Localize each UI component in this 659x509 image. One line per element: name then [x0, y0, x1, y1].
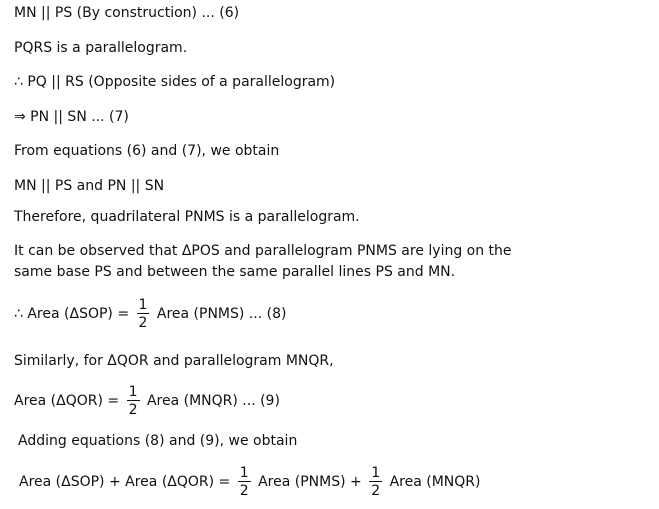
- fraction-half: [137, 298, 150, 330]
- frac-bar: [137, 313, 150, 314]
- eq9-rhs: Area (MNQR) ... (9): [146, 393, 280, 409]
- eq-sum-lhs: Area (ΔSOP) + Area (ΔQOR) =: [19, 474, 231, 490]
- line-pq-parallel-rs: ∴ PQ || RS (Opposite sides of a parallelogram): [14, 74, 336, 90]
- frac-numerator: 1: [371, 465, 381, 481]
- fraction-half: [369, 466, 382, 498]
- line-pqrs-parallelogram: PQRS is a parallelogram.: [14, 40, 188, 56]
- frac-numerator: 1: [128, 384, 138, 400]
- eq8-lhs: ∴ Area (ΔSOP) =: [14, 306, 130, 322]
- line-adding-equations: Adding equations (8) and (9), we obtain: [18, 433, 298, 449]
- equation-sum: [19, 466, 480, 498]
- equation-9: [14, 385, 280, 417]
- line-pn-parallel-sn: ⇒ PN || SN ... (7): [14, 109, 129, 125]
- frac-bar: [127, 400, 140, 401]
- line-mn-ps-pn-sn: MN || PS and PN || SN: [14, 178, 165, 194]
- line-therefore-pnms: Therefore, quadrilateral PNMS is a parallelogram.: [14, 209, 360, 225]
- frac-bar: [369, 481, 382, 482]
- frac-denominator: 2: [138, 315, 148, 331]
- eq-sum-mid: Area (PNMS) +: [258, 474, 362, 490]
- eq8-rhs: Area (PNMS) ... (8): [156, 306, 287, 322]
- line-similarly: Similarly, for ΔQOR and parallelogram MNQR,: [14, 353, 334, 369]
- fraction-half: [238, 466, 251, 498]
- eq9-lhs: Area (ΔQOR) =: [14, 393, 120, 409]
- fraction-half: [127, 385, 140, 417]
- eq-sum-rhs: Area (MNQR): [389, 474, 481, 490]
- equation-8: [14, 298, 286, 330]
- frac-numerator: 1: [138, 297, 148, 313]
- frac-denominator: 2: [128, 402, 138, 418]
- line-mn-parallel-ps: MN || PS (By construction) ... (6): [14, 5, 240, 21]
- line-from-equations: From equations (6) and (7), we obtain: [14, 143, 280, 159]
- line-observed-a: It can be observed that ΔPOS and parallelogram PNMS are lying on the: [14, 243, 512, 259]
- frac-denominator: 2: [239, 483, 249, 499]
- line-observed-b: same base PS and between the same parallel lines PS and MN.: [14, 264, 456, 280]
- frac-bar: [238, 481, 251, 482]
- frac-denominator: 2: [371, 483, 381, 499]
- frac-numerator: 1: [239, 465, 249, 481]
